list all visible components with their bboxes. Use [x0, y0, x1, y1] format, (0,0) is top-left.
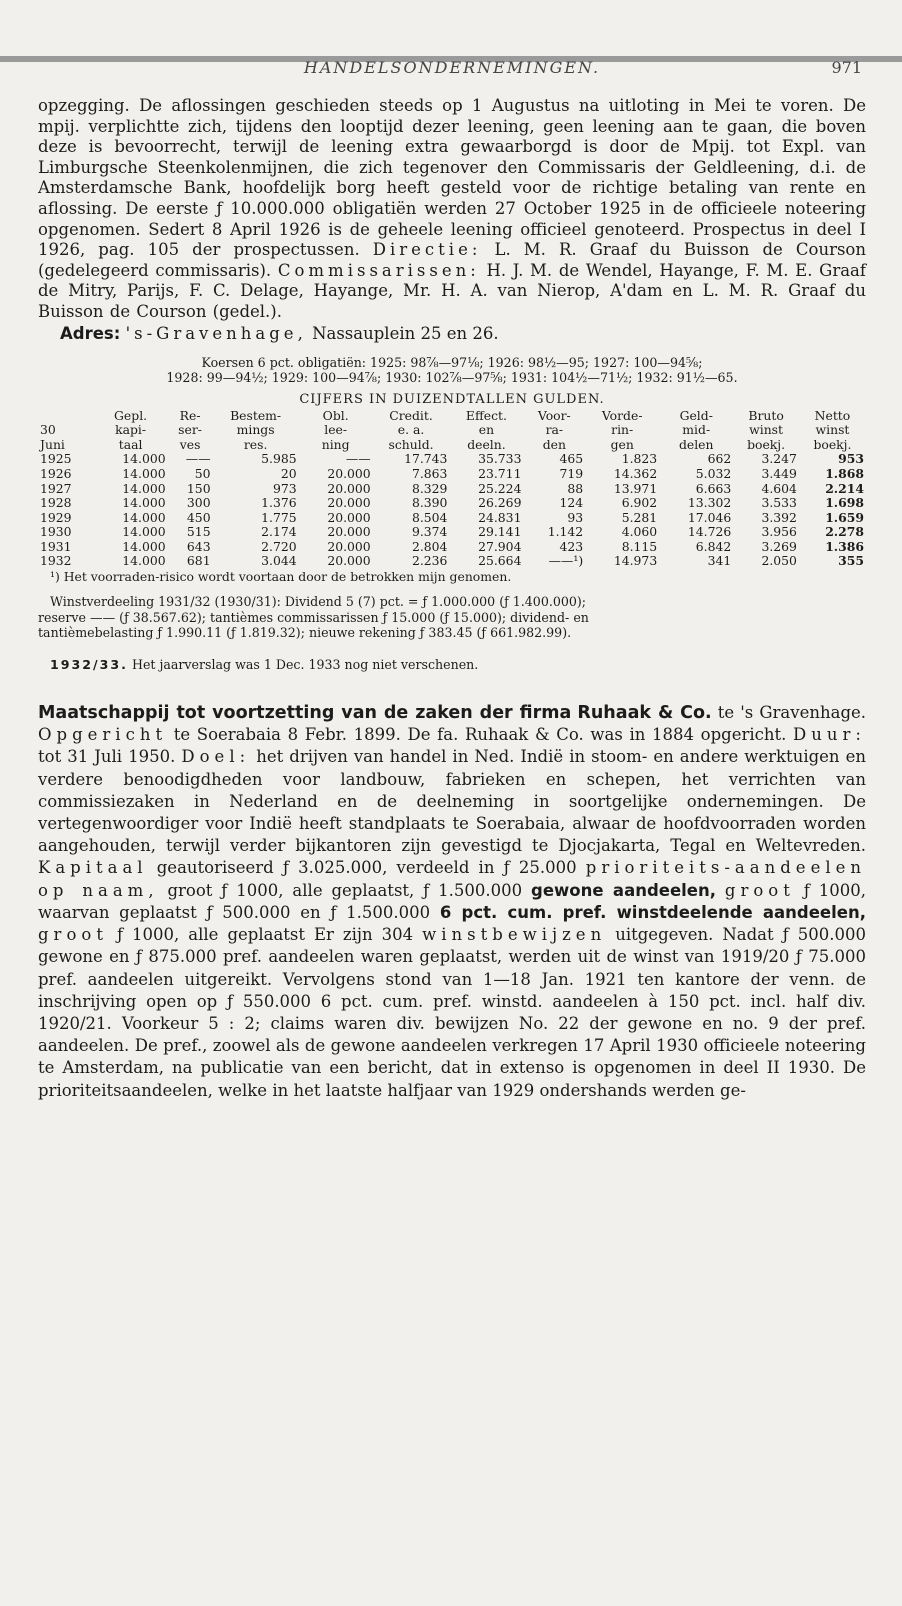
cell: 6.663	[695, 480, 732, 496]
cell: 9.374	[411, 524, 448, 540]
adres-street: Nassauplein 25 en 26.	[312, 323, 499, 343]
winst-line-1: Winstverdeeling 1931/32 (1930/31): Dividend 5 (7) pct. = ƒ 1.000.000 (ƒ 1.400.000);	[50, 594, 587, 610]
cell: 25.224	[478, 480, 522, 496]
table-row	[38, 540, 866, 555]
cell: 20.000	[327, 553, 371, 569]
paragraph-leening	[38, 96, 866, 323]
cell: 450	[186, 509, 211, 525]
table-title: CIJFERS IN DUIZENDTALLEN GULDEN.	[299, 391, 605, 407]
cell: 14.000	[122, 480, 166, 496]
cell: 14.973	[613, 553, 658, 569]
cell: 29.141	[478, 524, 522, 540]
cell: 14.000	[122, 538, 166, 554]
th: kapi-	[115, 422, 147, 438]
table-row	[38, 525, 866, 540]
doel-text: het drijven van handel in Ned. Indië in stoom- en andere werktuigen en verdere benoodigdheden voor landbouw, fabrieken en schepen, het verrichten van commissiezaken in Nederland en de deelneming in soortgelijke ondernemingen. De vertegenwoordiger voor Indië heeft standplaats te Soerabaia, alwaar de hoofdvoorraden worden aangehouden, terwijl verder bijkantoren zijn gevestigd te Djocjakarta, Tegal en Weltevreden.	[38, 747, 866, 856]
adres-city: 's-Gravenhage,	[125, 323, 307, 343]
cell: 17.046	[687, 509, 732, 525]
th: Effect.	[465, 407, 507, 423]
th: ves	[179, 436, 201, 452]
directie-label: Directie:	[372, 240, 482, 260]
cell: 1925	[40, 451, 72, 467]
winst-line-2: reserve —— (ƒ 38.567.62); tantièmes commissarissen ƒ 15.000 (ƒ 15.000); dividend- en	[38, 609, 589, 625]
th: 30	[40, 422, 56, 438]
running-title: HANDELSONDERNEMINGEN.	[303, 58, 601, 77]
groot-label: groot	[724, 880, 795, 900]
th: Bruto	[748, 407, 784, 423]
cell: 13.971	[613, 480, 658, 496]
cell: 150	[186, 480, 211, 496]
cell: 13.302	[687, 495, 732, 511]
cell: 1930	[40, 524, 72, 540]
cell: 1.775	[261, 509, 297, 525]
cell: 26.269	[478, 495, 522, 511]
th: winst	[815, 422, 850, 438]
cell: 4.060	[621, 524, 658, 540]
cell: 1.659	[825, 509, 864, 525]
cell: 14.000	[122, 451, 166, 467]
cell: 25.664	[478, 553, 522, 569]
cell: 6.902	[621, 495, 658, 511]
th: Re-	[179, 407, 201, 423]
table-row	[38, 554, 866, 569]
cell: 341	[707, 553, 732, 569]
th: ra-	[545, 422, 564, 438]
doel-label: Doel:	[181, 747, 251, 767]
cell: 8.390	[411, 495, 448, 511]
pref-label: 6 pct. cum. pref. winstdeelende aandeelen,	[439, 902, 866, 922]
th: mings	[236, 422, 275, 438]
directie-text: L. M. R. Graaf du Buisson de Courson (gedelegeerd commissaris).	[38, 240, 866, 280]
cell: 1.698	[825, 495, 864, 511]
cell: 1928	[40, 495, 72, 511]
cell: 973	[272, 480, 297, 496]
ruhaak-rest: uitgegeven. Nadat ƒ 500.000 gewone en ƒ 875.000 pref. aandeelen waren geplaatst, werden uit de winst van 1919/20 ƒ 75.000 pref. aandeelen uitgereikt. Vervolgens stond van 1—18 Jan. 1921 ten kantore der venn. de inschrijving open op ƒ 550.000 6 pct. cum. pref. winstd. aandeelen à 150 pct. incl. half div. 1920/21. Voorkeur 5 : 2; claims waren div. bewijzen No. 22 der gewone en no. 9 der pref. aandeelen. De pref., zoowel als de gewone aandeelen verkregen 17 April 1930 officieele noteering te Amsterdam, na publicatie van een bericht, dat in extenso is opgenomen in deel II 1930. De prioriteitsaandeelen, welke in het laatste halfjaar van 1929 ondershands werden ge-	[38, 925, 866, 1100]
cell: 23.711	[478, 465, 522, 481]
cell: 5.281	[621, 509, 658, 525]
table-header-row	[38, 423, 866, 438]
jaarverslag-year: 1932/33.	[50, 656, 128, 672]
prioriteits-label: prioriteits-aandeelen op naam,	[38, 858, 866, 900]
cell: 8.329	[411, 480, 448, 496]
duur-label: Duur:	[793, 725, 866, 745]
th: Juni	[40, 436, 65, 452]
th: boekj.	[747, 436, 786, 452]
cell: 1929	[40, 509, 72, 525]
company-title-line-1: Maatschappij tot voortzetting van de zaken der firma	[38, 703, 572, 724]
cell: 14.000	[122, 524, 166, 540]
cell: 1926	[40, 465, 72, 481]
th: schuld.	[388, 436, 434, 452]
cell: 20.000	[327, 509, 371, 525]
document-page	[0, 56, 902, 1606]
cell: 5.032	[695, 465, 732, 481]
leening-text: opzegging. De aflossingen geschieden steeds op 1 Augustus na uitloting in Mei te voren. De mpij. verplichtte zich, tijdens den looptijd dezer leening, geen leening aan te gaan, die boven deze is bevoorrecht, terwijl de leening extra gewaarborgd is door de Mpij. tot Expl. van Limburgsche Steenkolenmijnen, die zich tegenover den Commissaris der Geldleening, d.i. de Amsterdamsche Bank, hoofdelijk borg heeft gesteld voor de richtige betaling van rente en aflossing. De eerste ƒ 10.000.000 obligatiën werden 27 October 1925 in de officieele noteering opgenomen. Sedert 8 April 1926 is de geheele leening officieel genoteerd. Prospectus in deel I 1926, pag. 105 der prospectussen.	[38, 96, 866, 260]
th: Geld-	[679, 407, 713, 423]
jaarverslag-text: Het jaarverslag was 1 Dec. 1933 nog niet verschenen.	[131, 656, 479, 672]
th: boekj.	[813, 436, 852, 452]
th: Bestem-	[230, 407, 282, 423]
winst-line-3: tantièmebelasting ƒ 1.990.11 (ƒ 1.819.32); nieuwe rekening ƒ 383.45 (ƒ 661.982.99).	[38, 625, 572, 641]
cell: 2.278	[825, 524, 864, 540]
cell: 3.247	[761, 451, 797, 467]
cell: 35.733	[478, 451, 522, 467]
opgericht-label: Opgericht	[38, 725, 168, 745]
cell: 2.214	[825, 480, 864, 496]
cell: 953	[838, 451, 864, 467]
cell: 14.000	[122, 495, 166, 511]
cell: 6.842	[695, 538, 732, 554]
cell: ——¹)	[548, 553, 584, 569]
th: Vorde-	[601, 407, 643, 423]
th: Voor-	[537, 407, 571, 423]
cell: 2.174	[261, 524, 297, 540]
cell: 1.386	[825, 538, 864, 554]
cell: 14.000	[122, 465, 166, 481]
cell: 124	[559, 495, 584, 511]
th	[38, 409, 94, 424]
cell: 3.956	[761, 524, 797, 540]
th: gen	[610, 436, 634, 452]
cell: 681	[186, 553, 211, 569]
th: rin-	[611, 422, 634, 438]
cell: 1.868	[825, 465, 864, 481]
jaarverslag-line	[38, 657, 866, 673]
th: e. a.	[397, 422, 425, 438]
th: taal	[118, 436, 143, 452]
commissarissen-label: Commissarissen:	[277, 260, 480, 280]
cell: 14.726	[687, 524, 732, 540]
table-row	[38, 452, 866, 467]
cell: 20.000	[327, 480, 371, 496]
table-row	[38, 482, 866, 497]
duur-text: tot 31 Juli 1950.	[38, 747, 176, 767]
company-intro: te 's Gravenhage.	[717, 703, 867, 723]
cell: 719	[559, 465, 584, 481]
th: en	[478, 422, 495, 438]
cell: 465	[559, 451, 584, 467]
th: res.	[243, 436, 268, 452]
cell: 1.823	[621, 451, 658, 467]
cell: 2.720	[261, 538, 297, 554]
koersen-line-2: 1928: 99—94½; 1929: 100—94⅞; 1930: 102⅞—97⅝; 1931: 104½—71½; 1932: 91½—65.	[166, 370, 738, 386]
cell: 1.376	[261, 495, 297, 511]
th: lee-	[324, 422, 348, 438]
cell: 2.236	[411, 553, 448, 569]
cell: 355	[838, 553, 864, 569]
cell: 3.449	[761, 465, 797, 481]
winstbewijzen-label: winstbewijzen	[422, 925, 607, 945]
koersen-line-1: Koersen 6 pct. obligatiën: 1925: 98⅞—97⅛; 1926: 98½—95; 1927: 100—94⅝;	[201, 354, 703, 370]
cell: 1931	[40, 538, 72, 554]
koersen-block	[38, 355, 866, 386]
gewone-label: gewone aandeelen,	[531, 880, 717, 900]
cell: 515	[186, 524, 211, 540]
cell: ——	[345, 451, 371, 467]
cell: 643	[186, 538, 211, 554]
cell: 20.000	[327, 538, 371, 554]
cell: 3.044	[261, 553, 297, 569]
cell: 88	[567, 480, 584, 496]
table-row	[38, 496, 866, 511]
cell: 3.392	[761, 509, 797, 525]
table-row	[38, 511, 866, 526]
company-title-line-2: Ruhaak & Co.	[577, 703, 712, 724]
th: deeln.	[467, 436, 506, 452]
th: den	[542, 436, 566, 452]
cell: 300	[186, 495, 211, 511]
cell: 3.533	[761, 495, 797, 511]
cell: 5.985	[261, 451, 297, 467]
cell: 7.863	[411, 465, 448, 481]
th: mid-	[682, 422, 711, 438]
th: ning	[321, 436, 350, 452]
cell: 1932	[40, 553, 72, 569]
page-header	[38, 56, 866, 96]
cell: 20.000	[327, 465, 371, 481]
cell: 50	[194, 465, 211, 481]
commissarissen-text: H. J. M. de Wendel, Hayange, F. M. E. Graaf de Mitry, Parijs, F. C. Delage, Hayange, Mr. H. A. van Nierop, A'dam en L. M. R. Graaf du Buisson de Courson (gedel.).	[38, 260, 866, 321]
kapitaal-text-3: ƒ 1000, waarvan geplaatst ƒ 500.000 en ƒ 1.500.000	[38, 880, 866, 922]
cell: 1927	[40, 480, 72, 496]
th: winst	[749, 422, 784, 438]
groot-label-2: groot	[38, 925, 108, 945]
cell: 423	[559, 538, 584, 554]
kapitaal-text-2: groot ƒ 1000, alle geplaatst, ƒ 1.500.000	[167, 880, 523, 900]
th: Credit.	[389, 407, 433, 423]
cell: 2.804	[411, 538, 448, 554]
kapitaal-label: Kapitaal	[38, 858, 148, 878]
winstverdeeling	[38, 594, 866, 641]
table-header-row	[38, 438, 866, 453]
cell: 4.604	[761, 480, 797, 496]
cell: 14.362	[613, 465, 658, 481]
th: Gepl.	[114, 407, 148, 423]
kapitaal-text-4: ƒ 1000, alle geplaatst Er zijn 304	[116, 925, 414, 945]
cell: 93	[567, 509, 584, 525]
table-header-row	[38, 409, 866, 424]
cell: 17.743	[404, 451, 448, 467]
table-row	[38, 467, 866, 482]
adres-line	[38, 323, 866, 345]
cell: 662	[707, 451, 732, 467]
kapitaal-text-1: geautoriseerd ƒ 3.025.000, verdeeld in ƒ 25.000	[156, 858, 577, 878]
cell: 24.831	[478, 509, 522, 525]
table-footnote: ¹) Het voorraden-risico wordt voortaan door de betrokken mijn genomen.	[50, 569, 512, 585]
th: Obl.	[322, 407, 349, 423]
opgericht-text: te Soerabaia 8 Febr. 1899. De fa. Ruhaak & Co. was in 1884 opgericht.	[173, 725, 787, 745]
th: delen	[678, 436, 714, 452]
cell: ——	[185, 451, 211, 467]
cell: 8.115	[621, 538, 658, 554]
cell: 27.904	[478, 538, 522, 554]
cell: 14.000	[122, 509, 166, 525]
cell: 20	[280, 465, 297, 481]
cell: 2.050	[761, 553, 797, 569]
th: ser-	[178, 422, 202, 438]
cell: 20.000	[327, 524, 371, 540]
cell: 20.000	[327, 495, 371, 511]
th: Netto	[814, 407, 851, 423]
cell: 8.504	[411, 509, 448, 525]
page-number: 971	[831, 58, 862, 77]
paragraph-ruhaak	[38, 702, 866, 1102]
cijfers-table	[38, 409, 866, 570]
cell: 3.269	[761, 538, 797, 554]
cell: 1.142	[547, 524, 584, 540]
adres-label: Adres:	[60, 323, 121, 343]
cell: 14.000	[122, 553, 166, 569]
